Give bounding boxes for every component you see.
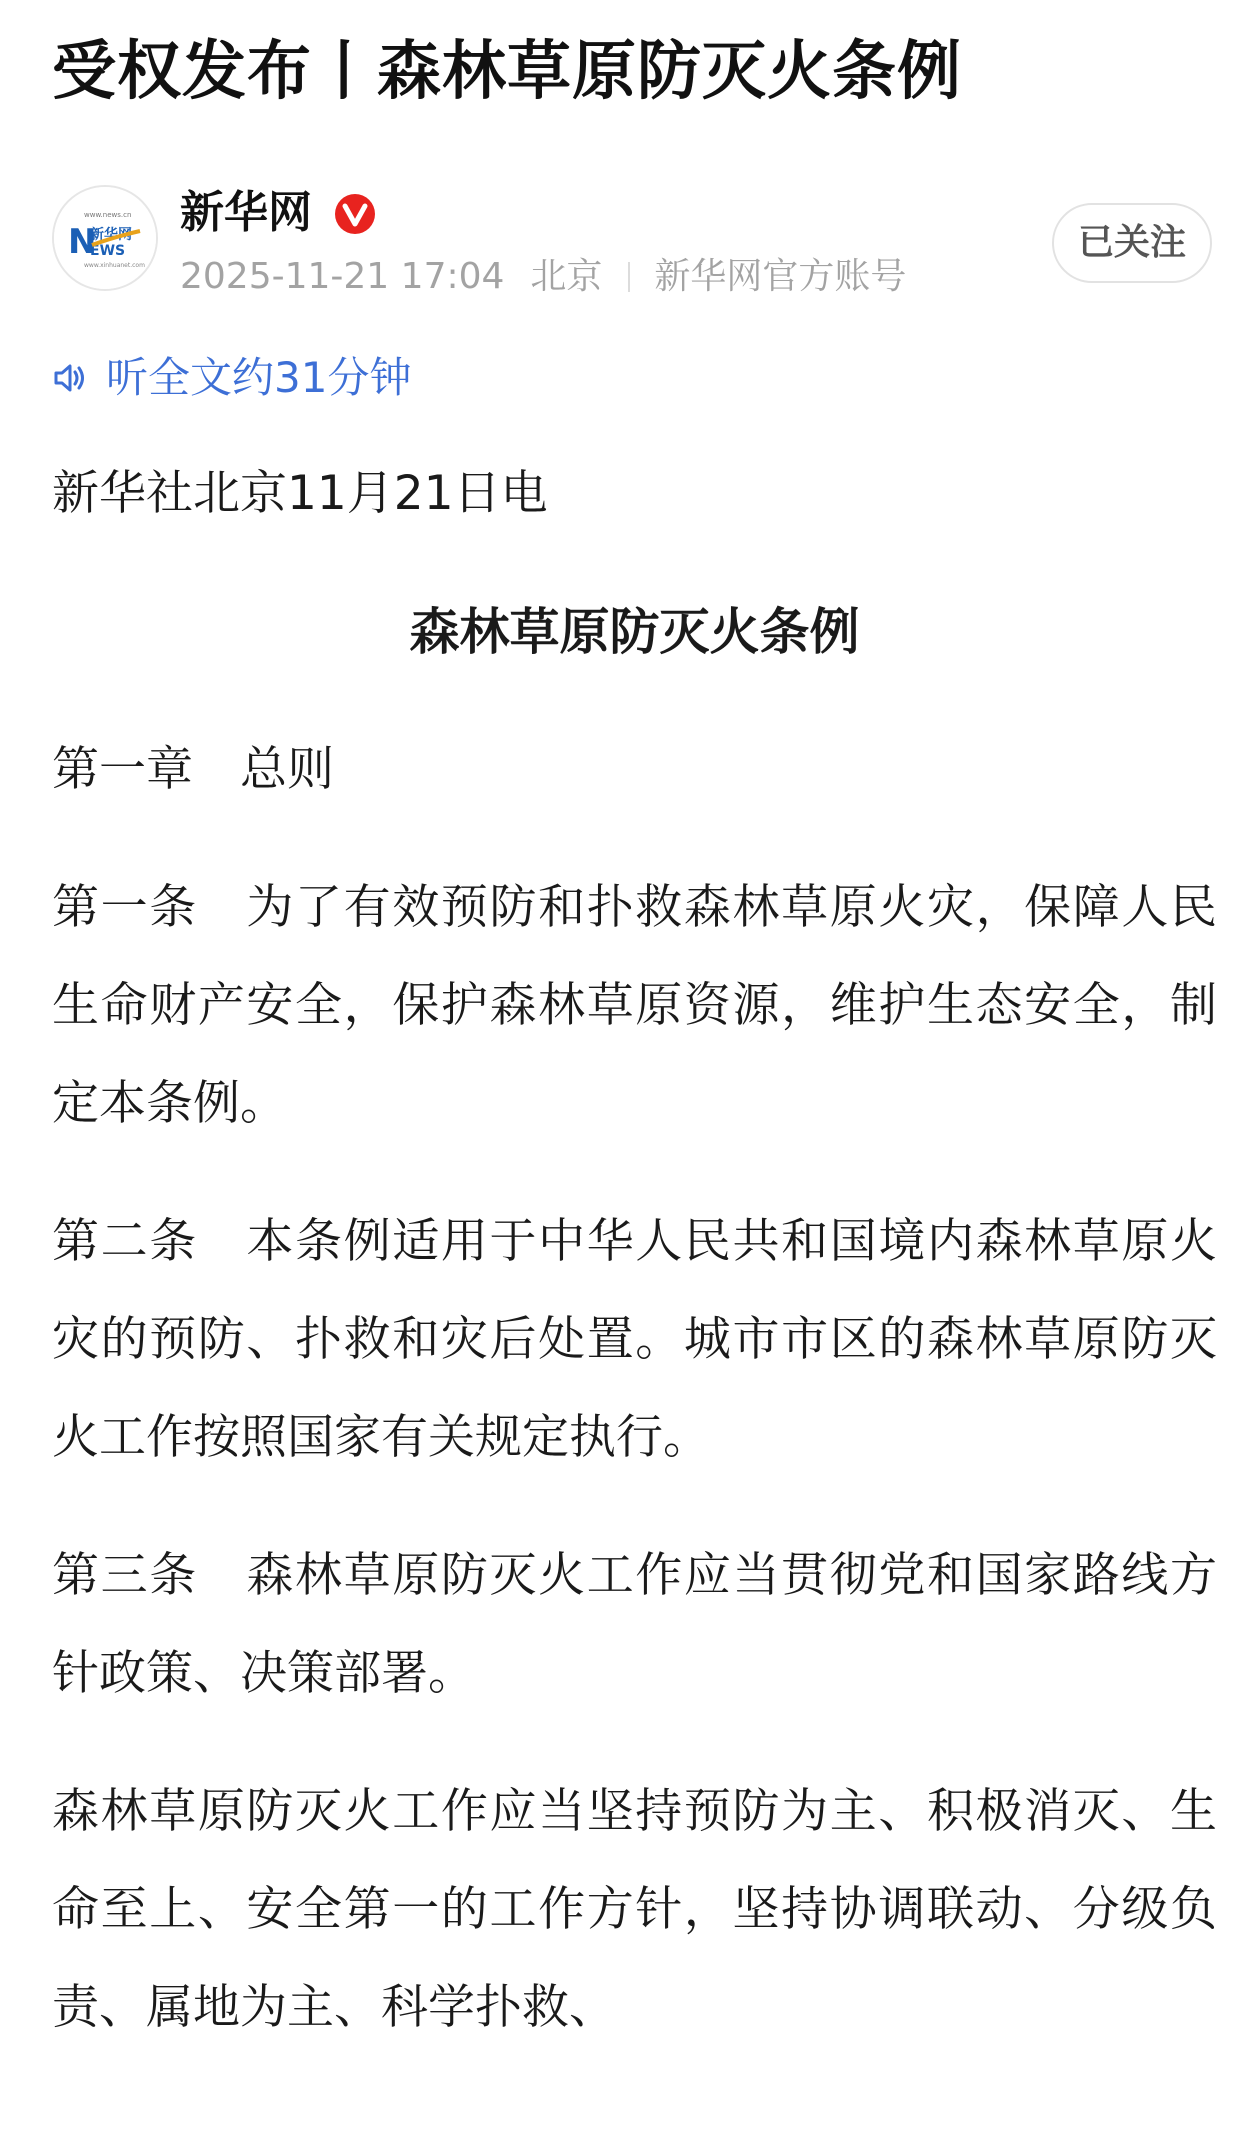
article-dateline: 新华社北京11月21日电 [52, 466, 548, 521]
listen-label: 听全文约31分钟 [106, 353, 412, 402]
article-meta [180, 255, 906, 299]
article-paragraph: 第三条 森林草原防灭火工作应当贯彻党和国家路线方针政策、决策部署。 [52, 1548, 1217, 1701]
meta-divider [628, 262, 630, 292]
svg-text:www.news.cn: www.news.cn [84, 211, 132, 219]
author-name[interactable]: 新华网 [180, 187, 312, 238]
account-type: 新华网官方账号 [654, 256, 907, 297]
svg-text:N: N [68, 222, 97, 262]
follow-button[interactable]: 已关注 [1052, 203, 1212, 283]
listen-full-text-button[interactable] [52, 348, 411, 408]
author-avatar[interactable] [52, 185, 158, 291]
svg-text:www.xinhuanet.com: www.xinhuanet.com [84, 262, 145, 269]
xinhua-news-logo-icon [54, 187, 156, 289]
article-headline: 受权发布丨森林草原防灭火条例 [52, 35, 962, 109]
svg-text:新华网: 新华网 [90, 227, 132, 243]
author-row [52, 185, 1212, 305]
svg-text:EWS: EWS [90, 243, 126, 259]
law-title: 森林草原防灭火条例 [409, 603, 860, 661]
publish-location: 北京 [530, 256, 603, 297]
publish-datetime: 2025-11-21 17:04 [180, 256, 505, 297]
chapter-heading: 第一章 总则 [52, 742, 334, 797]
verified-v-badge-icon [334, 193, 376, 235]
speaker-icon [52, 360, 88, 396]
article-paragraph: 第二条 本条例适用于中华人民共和国境内森林草原火灾的预防、扑救和灾后处置。城市市区的森林草原防灭火工作按照国家有关规定执行。 [52, 1214, 1217, 1465]
article-paragraph: 第一条 为了有效预防和扑救森林草原火灾，保障人民生命财产安全，保护森林草原资源，维护生态安全，制定本条例。 [52, 880, 1217, 1131]
article-paragraph: 森林草原防灭火工作应当坚持预防为主、积极消灭、生命至上、安全第一的工作方针，坚持协调联动、分级负责、属地为主、科学扑救、 [52, 1784, 1217, 2035]
article-body [52, 445, 1217, 2089]
